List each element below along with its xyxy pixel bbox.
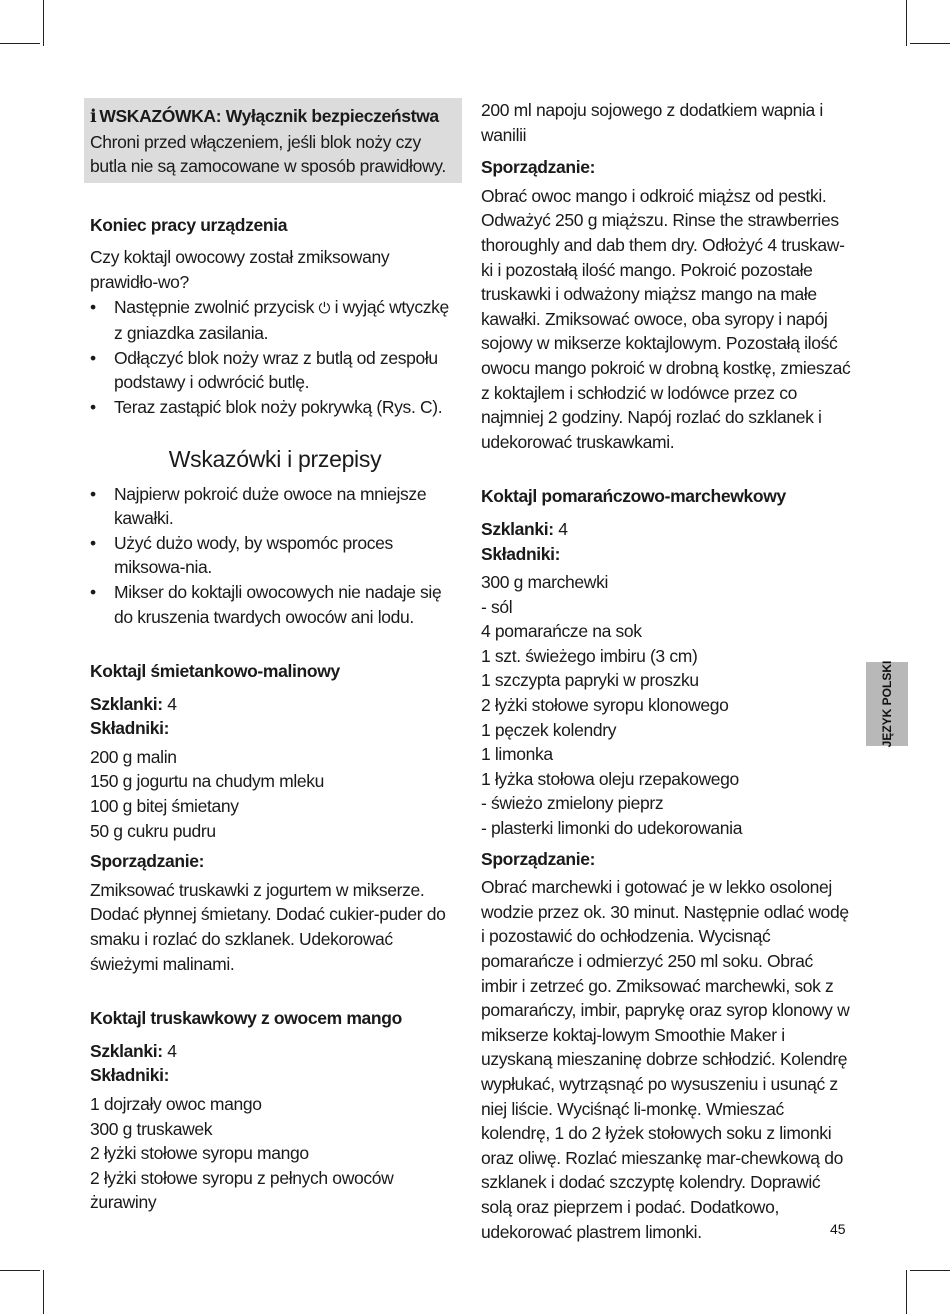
list-item: • Odłączyć blok noży wraz z butlą od zespołu podstawy i odwrócić butlę. <box>90 346 460 395</box>
ingredient: 1 dojrzały owoc mango <box>90 1094 262 1114</box>
note-title-text: WSKAZÓWKA: Wyłącznik bezpieczeństwa <box>99 106 439 126</box>
ingredient: 50 g cukru pudru <box>90 820 216 841</box>
ingredient: 200 ml napoju sojowego z dodatkiem wapnia i wanilii <box>481 100 823 145</box>
crop-mark <box>0 1270 40 1271</box>
list-item: • Najpierw pokroić duże owoce na mniejsze kawałki. <box>90 482 460 531</box>
page-number: 45 <box>830 1221 846 1237</box>
ingredient: 100 g bitej śmietany <box>90 796 239 817</box>
ingredient: 300 g truskawek <box>90 1118 213 1139</box>
tips-heading: Wskazówki i przepisy <box>168 445 382 472</box>
ingredient: 1 szt. świeżego imbiru (3 cm) <box>481 645 698 666</box>
language-tab-label: JĘZYK POLSKI <box>880 660 894 748</box>
right-column <box>481 98 853 1244</box>
list-item: • Mikser do koktajli owocowych nie nadaje się do kruszenia twardych owoców ani lodu. <box>90 580 460 629</box>
info-icon: i <box>90 107 97 127</box>
preparation-text: Obrać owoc mango i odkroić miąższ od pestki. Odważyć 250 g miąższu. Rinse the strawberries thoroughly and dab them dry. Odłożyć 4 truskaw-ki i pozostałą ilość mango. Pokroić pozostałe truskawki i odważony miąższ mango na małe kawałki. Zmiksować owoce, oba syropy i napój sojowy w mikserze koktajlowym. Pozostałą ilość owocu mango pokroić w drobną kostkę, zmieszać z koktajlem i schłodzić w lodówce przez co najmniej 2 godziny. Napój rozlać do szklanek i udekorować truskawkami. <box>481 185 851 452</box>
recipe-glasses: Szklanki: 4 <box>90 1040 177 1061</box>
list-item: • Teraz zastąpić blok noży pokrywką (Rys. C). <box>90 395 460 420</box>
ingredient: 1 pęczek kolendry <box>481 719 617 740</box>
crop-mark <box>910 1270 950 1271</box>
ingredient: 1 szczypta papryki w proszku <box>481 670 699 691</box>
crop-mark <box>906 0 907 46</box>
ingredients-label: Składniki: <box>90 718 170 739</box>
ingredient: 150 g jogurtu na chudym mleku <box>90 771 325 792</box>
power-icon: ⏻ <box>318 299 331 317</box>
ingredient: 1 łyżka stołowa oleju rzepakowego <box>481 768 739 789</box>
left-column <box>90 98 460 1215</box>
list-item: • Użyć dużo wody, by wspomóc proces miksowa-nia. <box>90 531 460 580</box>
ingredient: 2 łyżki stołowe syropu klonowego <box>481 695 729 716</box>
ingredient: 2 łyżki stołowe syropu mango <box>90 1143 309 1164</box>
crop-mark <box>910 43 950 44</box>
recipe-title: Koktajl śmietankowo-malinowy <box>90 661 340 682</box>
tips-list <box>90 482 460 630</box>
preparation-text: Obrać marchewki i gotować je w lekko osolonej wodzie przez ok. 30 minut. Następnie odlać wodę i pozostawić do ochłodzenia. Wycisnąć pomarańcze i odmierzyć 250 ml soku. Obrać imbir i zetrzeć go. Zmiksować marchewki, sok z pomarańczy, imbir, paprykę oraz syrop klonowy w mikserze koktaj-lowym Smoothie Maker i uzyskaną mieszaninę dobrze schłodzić. Kolendrę wypłukać, wytrząsnąć po wysuszeniu i usunąć z niej liście. Wyciśnąć li-monkę. Wmieszać kolendrę, 1 do 2 łyżek stołowych soku z limonki oraz oliwę. Rozlać mieszankę mar-chewkową do szklanek i dodać szczyptę kolendry. Doprawić solą oraz pieprzem i podać. Dodatkowo, udekorować plastrem limonki. <box>481 877 850 1242</box>
ingredient: 200 g malin <box>90 746 177 767</box>
crop-mark <box>0 43 40 44</box>
end-section-intro: Czy koktajl owocowy został zmiksowany prawidło-wo? <box>90 247 390 292</box>
recipe-glasses: Szklanki: 4 <box>481 518 568 539</box>
ingredient: 4 pomarańcze na sok <box>481 621 642 642</box>
ingredient: 300 g marchewki <box>481 572 609 593</box>
ingredients-label: Składniki: <box>481 543 561 564</box>
ingredient: - plasterki limonki do udekorowania <box>481 818 743 839</box>
end-section-heading: Koniec pracy urządzenia <box>90 214 288 235</box>
recipe-glasses: Szklanki: 4 <box>90 693 177 714</box>
crop-mark <box>43 0 44 46</box>
note-text: Chroni przed włączeniem, jeśli blok noży czy butla nie są zamocowane w sposób prawidłowy. <box>90 131 446 177</box>
end-section-list <box>90 295 460 420</box>
recipe-title: Koktajl pomarańczowo-marchewkowy <box>481 486 786 507</box>
preparation-label: Sporządzanie: <box>481 157 596 178</box>
crop-mark <box>906 1270 907 1314</box>
language-tab <box>866 662 908 746</box>
safety-note <box>84 98 462 183</box>
preparation-label: Sporządzanie: <box>481 848 596 869</box>
ingredient: 1 limonka <box>481 744 553 765</box>
ingredient: - sól <box>481 596 513 617</box>
preparation-label: Sporządzanie: <box>90 851 205 872</box>
preparation-text: Zmiksować truskawki z jogurtem w mikserze. Dodać płynnej śmietany. Dodać cukier-puder do smaku i rozlać do szklanek. Udekorować świeżymi malinami. <box>90 879 446 974</box>
list-item: • Następnie zwolnić przycisk ⏻ i wyjąć wtyczkę z gniazdka zasilania. <box>90 295 460 346</box>
note-title <box>90 104 456 130</box>
crop-mark <box>43 1270 44 1314</box>
ingredient: - świeżo zmielony pieprz <box>481 793 664 814</box>
recipe-title: Koktajl truskawkowy z owocem mango <box>90 1008 402 1029</box>
ingredients-label: Składniki: <box>90 1065 170 1086</box>
ingredient: 2 łyżki stołowe syropu z pełnych owoców żurawiny <box>90 1167 394 1213</box>
